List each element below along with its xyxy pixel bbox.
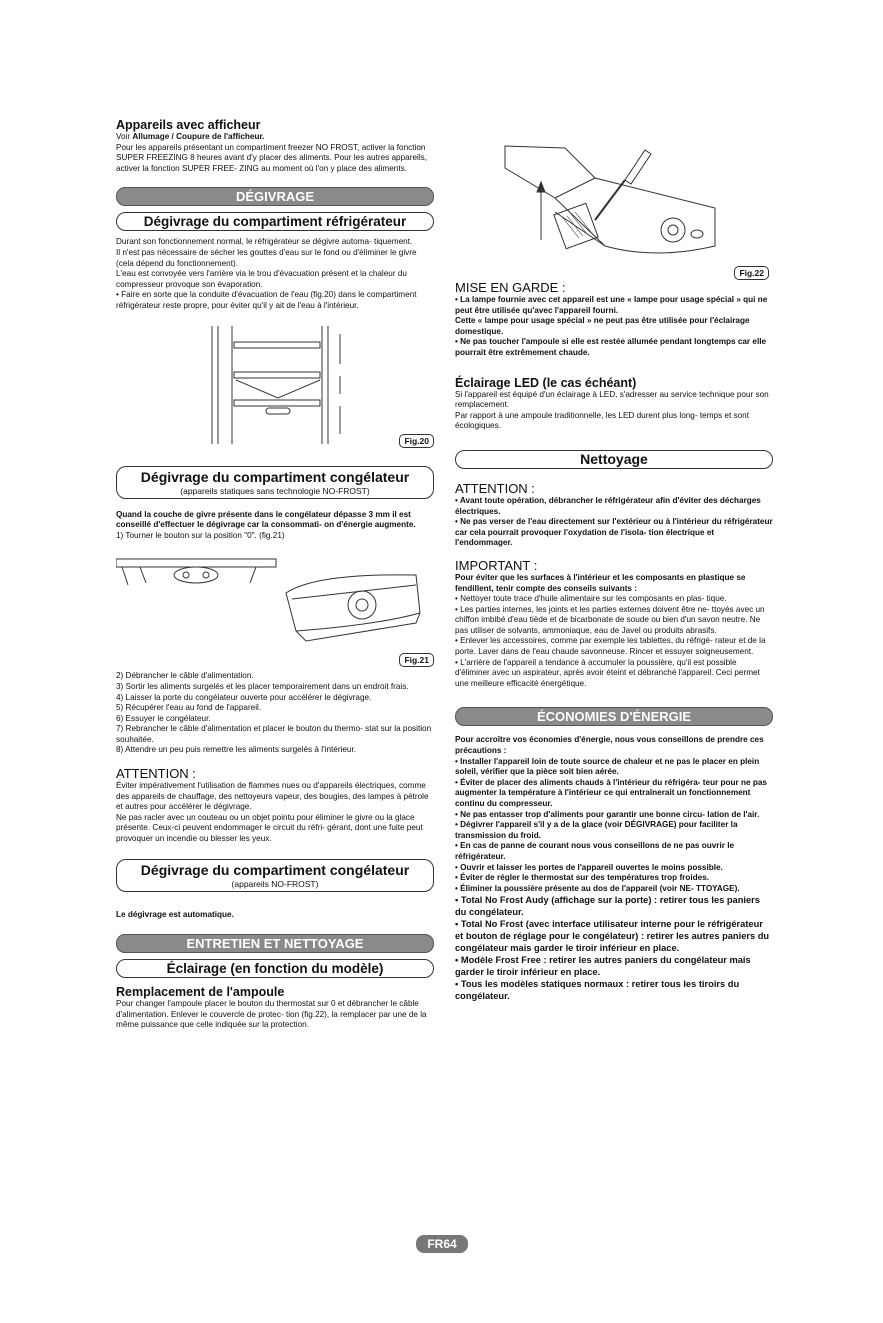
list-item: • Éviter de régler le thermostat sur des températures trop froides. xyxy=(455,873,710,883)
paragraph-bold: Quand la couche de givre présente dans le congélateur dépasse 3 mm il est conseillé d'effectuer le dégivrage car la consommati- on d'énergie augmente. xyxy=(116,509,416,530)
attention-title: ATTENTION : xyxy=(116,766,196,782)
figure-label: Fig.20 xyxy=(399,434,434,448)
paragraph: Pour les appareils présentant un compartiment freezer NO FROST, activer la fonction SUPER FREEZING 8 heures avant d'y placer des aliments. Pour les autres appareils, activer la fonction SUPER FREE- ZING au moment où l'on y place des aliments. xyxy=(116,142,428,173)
figure-label: Fig.21 xyxy=(399,653,434,667)
subsection-box-nettoyage: Nettoyage xyxy=(455,450,773,469)
paragraph-bold: • Avant toute opération, débrancher le réfrigérateur afin d'éviter des décharges électriques. xyxy=(455,495,761,516)
subsection-box-congelateur-nofrost: Dégivrage du compartiment congélateur (appareils NO-FROST) xyxy=(116,859,434,892)
list-item: • Installer l'appareil loin de toute source de chaleur et ne pas le placer en plein soleil, vérifier que la pièce soit bien aérée. xyxy=(455,756,760,777)
figure-20 xyxy=(116,324,434,454)
paragraph-bold: Le dégivrage est automatique. xyxy=(116,909,234,919)
paragraph: • Nettoyer toute trace d'huile alimentaire sur les composants en plas- tique. xyxy=(455,594,727,604)
list-item: • Modèle Frost Free : retirer les autres paniers du congélateur mais garder le tiroir inférieur en place. xyxy=(455,955,751,978)
step: 6) Essuyer le congélateur. xyxy=(116,713,211,723)
list-item: • Total No Frost (avec interface utilisateur interne pour le réfrigérateur et bouton de réglage pour le congélateur) : retirer les autres paniers du congélateur mais garder le tiroir inférieur en place. xyxy=(455,919,770,954)
mise-en-garde-title: MISE EN GARDE : xyxy=(455,280,566,295)
list-item: • Tous les modèles statiques normaux : retirer tous les tiroirs du congélateur. xyxy=(455,979,740,1002)
subsection-box-congelateur: Dégivrage du compartiment congélateur (appareils statiques sans technologie NO-FROST) xyxy=(116,466,434,499)
paragraph-bold: Cette « lampe pour usage spécial » ne peut pas être utilisée pour l'éclairage domestique. xyxy=(455,316,750,336)
list-item: • Dégivrer l'appareil s'il y a de la glace (voir DÉGIVRAGE) pour faciliter la transmission du froid. xyxy=(455,820,738,840)
section-title: Remplacement de l'ampoule xyxy=(116,985,285,1000)
paragraph: L'eau est convoyée vers l'arrière via le trou d'évacuation présent et la chaleur du compresseur provoque son évaporation. xyxy=(116,269,407,289)
paragraph-bold: • Ne pas verser de l'eau directement sur l'extérieur ou à l'intérieur du réfrigérateur car cela pourrait provoquer l'oxydation de l'isola- tion électrique et l'endommager. xyxy=(455,517,773,548)
paragraph: Durant son fonctionnement normal, le réfrigérateur se dégivre automa- tiquement. xyxy=(116,237,413,247)
right-column xyxy=(455,138,773,1002)
paragraph: Ne pas racler avec un couteau ou un objet pointu pour éliminer le givre ou la glace présente. Ceux-ci peuvent endommager le circuit du réfri- gérant, dont une fuite peut provoquer un incendie ou blesser les yeux. xyxy=(116,812,423,844)
page-number-badge: FR64 xyxy=(416,1235,468,1253)
step: 5) Récupérer l'eau au fond de l'appareil. xyxy=(116,703,262,713)
paragraph: Si l'appareil est équipé d'un éclairage à LED, s'adresser au service technique pour son remplacement. xyxy=(455,389,769,410)
lamp-cover-illustration xyxy=(455,138,773,266)
section-banner-entretien: ENTRETIEN ET NETTOYAGE xyxy=(116,934,434,953)
figure-21 xyxy=(116,553,434,671)
paragraph: Par rapport à une ampoule traditionnelle, les LED durent plus long- temps et sont écologiques. xyxy=(455,410,750,431)
step: 7) Rebrancher le câble d'alimentation et placer le bouton du thermo- stat sur la position souhaitée. xyxy=(116,724,432,744)
attention-title: ATTENTION : xyxy=(455,480,535,496)
list-item: • Total No Frost Audy (affichage sur la porte) : retirer tous les paniers du congélateur. xyxy=(455,895,760,918)
list-item: • Ouvrir et laisser les portes de l'appareil ouvertes le moins possible. xyxy=(455,862,723,872)
section-title: Appareils avec afficheur xyxy=(116,118,261,132)
section-banner-economies: ÉCONOMIES D'ÉNERGIE xyxy=(455,707,773,726)
list-item: • Éviter de placer des aliments chauds à l'intérieur du réfrigéra- teur pour ne pas augmenter la température à l'intérieur ce qui entraînerait un fonctionnement continu du compresseur. xyxy=(455,777,767,808)
step: 3) Sortir les aliments surgelés et les placer temporairement dans un endroit frais. xyxy=(116,681,409,691)
paragraph-bold: • La lampe fournie avec cet appareil est une « lampe pour usage spécial » qui ne peut être utilisée qu'avec l'appareil fourni. xyxy=(455,295,768,315)
paragraph: • Enlever les accessoires, comme par exemple les tablettes, du réfrigé- rateur et de la porte. Laver dans de l'eau chaude savonneuse. Rincer et essuyer soigneusement. xyxy=(455,636,766,657)
paragraph: Il n'est pas nécessaire de sécher les gouttes d'eau sur le fond ou d'éliminer le givre (cela dépend du fonctionnement). xyxy=(116,247,417,268)
list-item: • En cas de panne de courant nous vous conseillons de ne pas ouvrir le réfrigérateur. xyxy=(455,841,735,861)
figure-label: Fig.22 xyxy=(734,266,769,280)
step: 4) Laisser la porte du congélateur ouverte pour accélérer le dégivrage. xyxy=(116,692,372,702)
paragraph-bold: Pour éviter que les surfaces à l'intérieur et les composants en plastique se fendillent, tenir compte des conseils suivants : xyxy=(455,572,746,593)
subsection-box-eclairage: Éclairage (en fonction du modèle) xyxy=(116,959,434,978)
list-item: • Ne pas entasser trop d'aliments pour garantir une bonne circu- lation de l'air. xyxy=(455,809,760,819)
paragraph-bold: • Ne pas toucher l'ampoule si elle est restée allumée pendant longtemps car elle pourrait être extrêmement chaude. xyxy=(455,337,767,357)
fridge-shelves-illustration xyxy=(116,324,434,452)
step: 2) Débrancher le câble d'alimentation. xyxy=(116,671,254,681)
paragraph: • L'arrière de l'appareil a tendance à accumuler la poussière, qu'il est possible d'éliminer avec un aspirateur, après avoir éteint et débranché l'appareil. Ceci permet une meilleure efficacité énergétique. xyxy=(455,657,760,688)
important-title: IMPORTANT : xyxy=(455,557,538,573)
subsection-box-refrigerateur: Dégivrage du compartiment réfrigérateur xyxy=(116,212,434,231)
left-column xyxy=(116,118,434,1031)
paragraph: Voir Allumage / Coupure de l'afficheur. xyxy=(116,132,265,141)
list-item: • Éliminer la poussière présente au dos de l'appareil (voir NE- TTOYAGE). xyxy=(455,883,740,893)
paragraph: • Faire en sorte que la conduite d'évacuation de l'eau (fig.20) dans le compartiment réfrigérateur reste propre, pour éviter qu'il y ait de l'eau à l'intérieur. xyxy=(116,290,417,310)
paragraph: • Les parties internes, les joints et les parties externes doivent être ne- ttoyés avec un chiffon imbibé d'eau tiède et de bicarbonate de soude ou bien d'un savon neutre. Ne pas utiliser de solvants, ammoniaque, eau de Javel ou produits abrasifs. xyxy=(455,604,765,635)
step: 8) Attendre un peu puis remettre les aliments surgelés à l'intérieur. xyxy=(116,745,357,755)
paragraph-bold: Pour accroître vos économies d'énergie, nous vous conseillons de prendre ces précautions : xyxy=(455,735,764,756)
thermostat-dial-illustration xyxy=(116,553,434,657)
section-banner-degivrage: DÉGIVRAGE xyxy=(116,187,434,206)
figure-22 xyxy=(455,138,773,280)
paragraph: Pour changer l'ampoule placer le bouton du thermostat sur 0 et débrancher le câble d'alimentation. Enlever le couvercle de protec- tion (fig.22), la remplacer par une de la même puissance que celle indiquée sur la protection. xyxy=(116,999,427,1030)
section-title: Éclairage LED (le cas échéant) xyxy=(455,375,637,390)
step: 1) Tourner le bouton sur la position "0". (fig.21) xyxy=(116,530,285,540)
paragraph: Éviter impérativement l'utilisation de flammes nues ou d'appareils électriques, comme des appareils de chauffage, des nettoyeurs vapeur, des bougies, des lampes à pétrole et autres pour accélérer le dégivrage. xyxy=(116,781,429,812)
